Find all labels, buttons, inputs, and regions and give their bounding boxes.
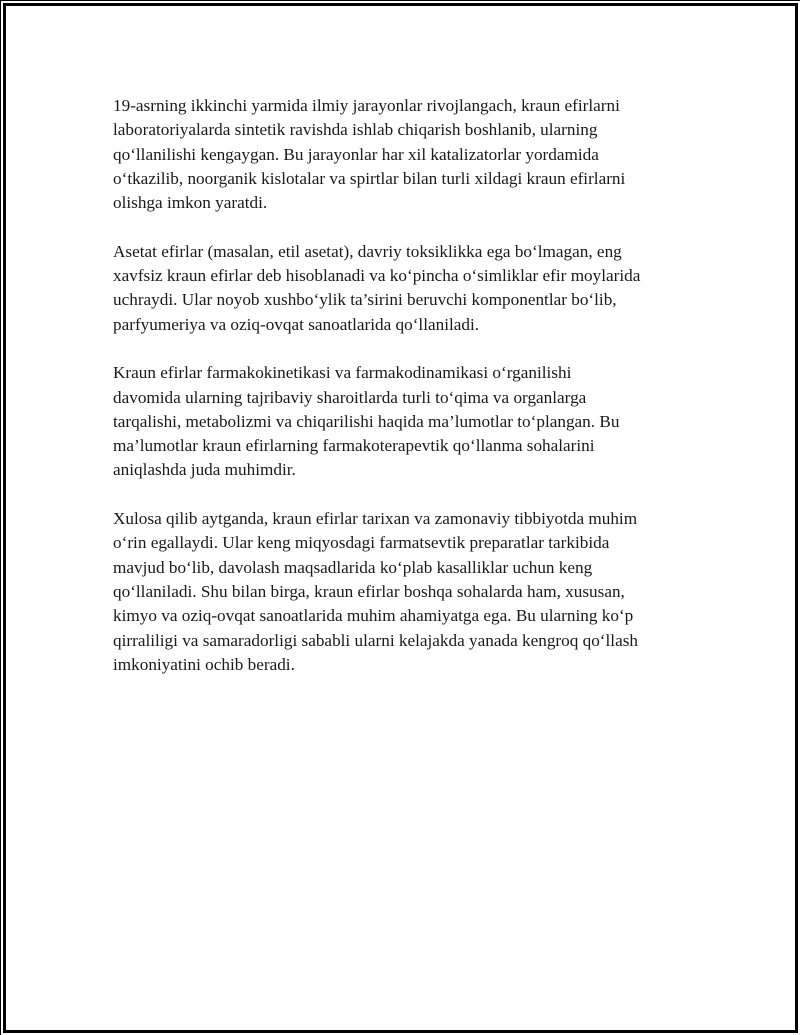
text-line: 19-asrning ikkinchi yarmida ilmiy jarayonlar rivojlangach, kraun efirlarni [113,96,620,115]
text-line: imkoniyatini ochib beradi. [113,654,295,674]
text-line: kimyo va oziq-ovqat sanoatlarida muhim ahamiyatga ega. Bu ularning ko‘p [113,606,634,626]
text-line: qo‘llaniladi. Shu bilan birga, kraun efirlar boshqa sohalarda ham, xususan, [113,581,625,601]
text-line: Asetat efirlar (masalan, etil asetat), davriy toksiklikka ega bo‘lmagan, eng [113,241,622,261]
paragraph-1 [113,94,693,215]
text-line: qirraliligi va samaradorligi sababli ularni kelajakda yanada kengroq qo‘llash [113,630,638,650]
text-line: Kraun efirlar farmakokinetikasi va farmakodinamikasi o‘rganilishi [113,363,572,383]
text-line: o‘tkazilib, noorganik kislotalar va spirtlar bilan turli xildagi kraun efirlarni [113,168,626,188]
text-line: qo‘llanilishi kengaygan. Bu jarayonlar har xil katalizatorlar yordamida [113,144,599,164]
text-line: tarqalishi, metabolizmi va chiqarilishi haqida ma’lumotlar to‘plangan. Bu [113,411,620,431]
text-line: laboratoriyalarda sintetik ravishda ishlab chiqarish boshlanib, ularning [113,120,598,140]
paragraph-3 [113,361,693,482]
text-line: xavfsiz kraun efirlar deb hisoblanadi va ko‘pincha o‘simliklar efir moylarida [113,266,641,286]
text-line: Xulosa qilib aytganda, kraun efirlar tarixan va zamonaviy tibbiyotda muhim [113,509,638,529]
text-line: mavjud bo‘lib, davolash maqsadlarida ko‘plab kasalliklar uchun keng [113,557,593,577]
paragraph-4 [113,507,693,677]
text-line: aniqlashda juda muhimdir. [113,460,296,480]
text-line: parfyumeriya va oziq-ovqat sanoatlarida qo‘llaniladi. [113,314,480,334]
text-line: o‘rin egallaydi. Ular keng miqyosdagi farmatsevtik preparatlar tarkibida [113,533,610,553]
text-line: davomida ularning tajribaviy sharoitlarda turli to‘qima va organlarga [113,387,587,407]
text-line: uchraydi. Ular noyob xushbo‘ylik ta’sirini beruvchi komponentlar bo‘lib, [113,290,617,310]
document-body [113,94,693,701]
paragraph-2 [113,240,693,337]
text-line: ma’lumotlar kraun efirlarning farmakoterapevtik qo‘llanma sohalarini [113,436,595,456]
text-line: olishga imkon yaratdi. [113,193,268,213]
